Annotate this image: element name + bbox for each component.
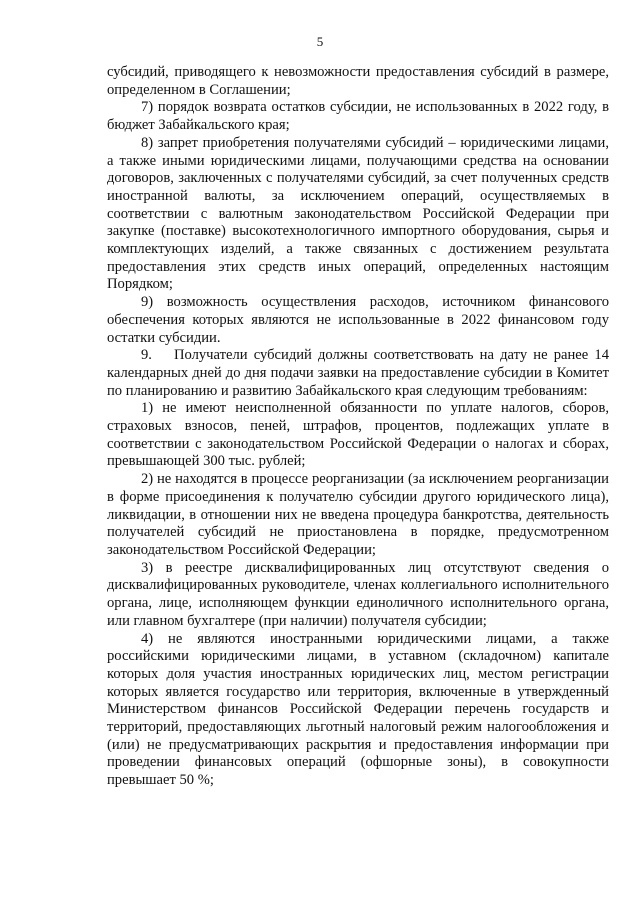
requirement-4: 4) не являются иностранными юридическими лицами, а также российскими юридическими лицами, в уставном (складочном) капитале которых доля участия иностранных юридических лиц, местом регистрации которых является государство или территория, включенные в утвержденный Министерством финансов Российской Федерации перечень государств и территорий, предоставляющих льготный налоговый режим налогообложения и (или) не предусматривающих раскрытия и предоставления информации при проведении финансовых операций (офшорные зоны), в совокупности превышает 50 %; <box>107 630 609 789</box>
section-9-paragraph <box>107 347 609 400</box>
requirement-3: 3) в реестре дисквалифицированных лиц отсутствуют сведения о дисквалифицированных руководителе, членах коллегиального исполнительного органа, лице, исполняющем функции единоличного исполнительного органа, или главном бухгалтере (при наличии) получателя субсидии; <box>107 559 609 629</box>
section-9-text: Получатели субсидий должны соответствовать на дату не ранее 14 календарных дней до дня подачи заявки на предоставление субсидии в Комитет по планированию и развитию Забайкальского края следующим требованиям: <box>107 347 609 399</box>
paragraph-continuation: субсидий, приводящего к невозможности предоставления субсидий в размере, определенном в Соглашении; <box>107 64 609 98</box>
document-body <box>107 64 609 790</box>
requirement-1: 1) не имеют неисполненной обязанности по уплате налогов, сборов, страховых взносов, пеней, штрафов, процентов, подлежащих уплате в соответствии с законодательством Российской Федерации о налогах и сборах, превышающей 300 тыс. рублей; <box>107 400 609 470</box>
section-9-number: 9. <box>141 347 152 364</box>
paragraph-item-9: 9) возможность осуществления расходов, источником финансового обеспечения которых являются не использованные в 2022 финансовом году остатки субсидии. <box>107 294 609 346</box>
page-number: 5 <box>316 34 324 49</box>
paragraph-item-8: 8) запрет приобретения получателями субсидий – юридическими лицами, а также иными юридическими лицами, получающими средства на основании договоров, заключенных с получателями субсидий, за счет полученных средств иностранной валюты, за исключением операций, осуществляемых в соответствии с валютным законодательством Российской Федерации при закупке (поставке) высокотехнологичного импортного оборудования, сырья и комплектующих изделий, а также связанных с достижением результата предоставления этих средств иных операций, определенных настоящим Порядком; <box>107 134 609 293</box>
paragraph-item-7: 7) порядок возврата остатков субсидии, не использованных в 2022 году, в бюджет Забайкальского края; <box>107 99 609 134</box>
requirement-2: 2) не находятся в процессе реорганизации (за исключением реорганизации в форме присоединения к получателю субсидии другого юридического лица), ликвидации, в отношении них не введена процедура банкротства, деятельность получателей субсидий не приостановлена в порядке, предусмотренном законодательством Российской Федерации; <box>107 471 609 558</box>
